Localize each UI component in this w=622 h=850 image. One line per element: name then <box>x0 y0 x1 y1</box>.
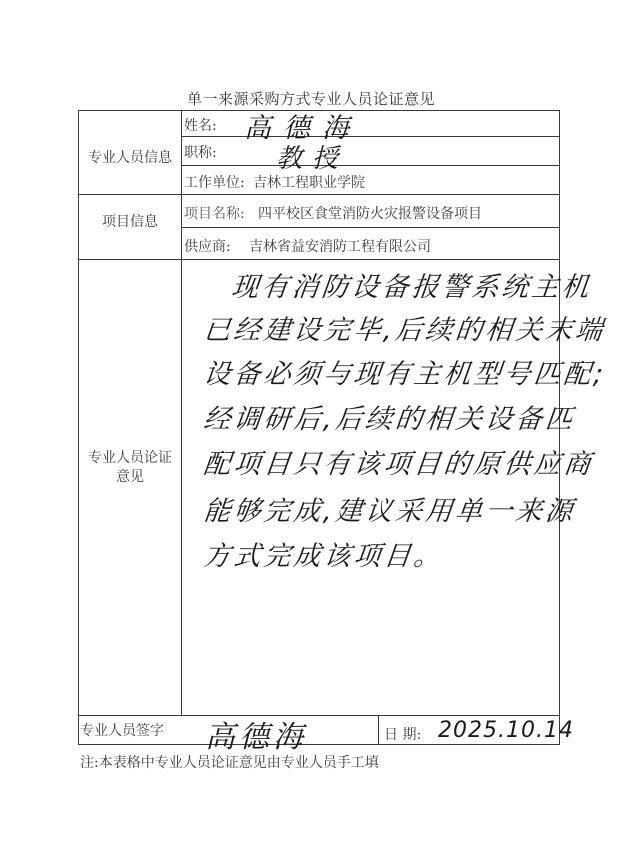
project-value: 四平校区食堂消防火灾报警设备项目 <box>258 206 482 222</box>
signature-divider <box>378 715 379 745</box>
opinion-section-label-line2: 意见 <box>116 469 144 485</box>
table-border-left <box>78 110 79 745</box>
table-border-bottom <box>78 744 560 745</box>
opinion-line: 设备必须与现有主机型号匹配; <box>202 359 608 390</box>
column-divider <box>181 110 182 715</box>
opinion-section-label-line1: 专业人员论证 <box>88 450 172 466</box>
supplier-label: 供应商: <box>184 239 231 255</box>
expert-section-label: 专业人员信息 <box>88 150 172 166</box>
date-label: 日 期: <box>384 727 422 743</box>
signature-value: 高德海 <box>205 720 307 755</box>
row-line-expert-end <box>78 194 560 195</box>
name-value: 高德海 <box>244 113 361 144</box>
row-line-project <box>181 227 560 228</box>
title-value: 教授 <box>276 144 349 174</box>
document-title: 单一来源采购方式专业人员论证意见 <box>186 90 435 108</box>
opinion-line: 能够完成,建议采用单一来源 <box>202 496 577 527</box>
row-line-opinion-end <box>78 715 560 716</box>
row-line-title <box>181 165 560 166</box>
title-label: 职称: <box>184 145 217 161</box>
opinion-line: 方式完成该项目。 <box>202 541 446 572</box>
name-label: 姓名: <box>184 118 217 134</box>
footnote: 注:本表格中专业人员论证意见由专业人员手工填 <box>80 755 379 771</box>
signature-label: 专业人员签字 <box>80 723 164 739</box>
supplier-value: 吉林省益安消防工程有限公司 <box>249 239 431 255</box>
unit-label: 工作单位: <box>184 175 245 191</box>
project-section-label: 项目信息 <box>102 214 158 230</box>
date-value: 2025.10.14 <box>438 718 574 743</box>
opinion-line: 现有消防设备报警系统主机 <box>230 272 594 303</box>
row-line-project-end <box>78 259 560 260</box>
opinion-line: 经调研后,后续的相关设备匹 <box>202 404 577 435</box>
opinion-line: 配项目只有该项目的原供应商 <box>202 449 596 480</box>
project-label: 项目名称: <box>184 206 245 222</box>
unit-value: 吉林工程职业学院 <box>253 175 365 191</box>
opinion-line: 已经建设完毕,后续的相关末端 <box>202 315 607 346</box>
row-line-name <box>181 136 560 137</box>
